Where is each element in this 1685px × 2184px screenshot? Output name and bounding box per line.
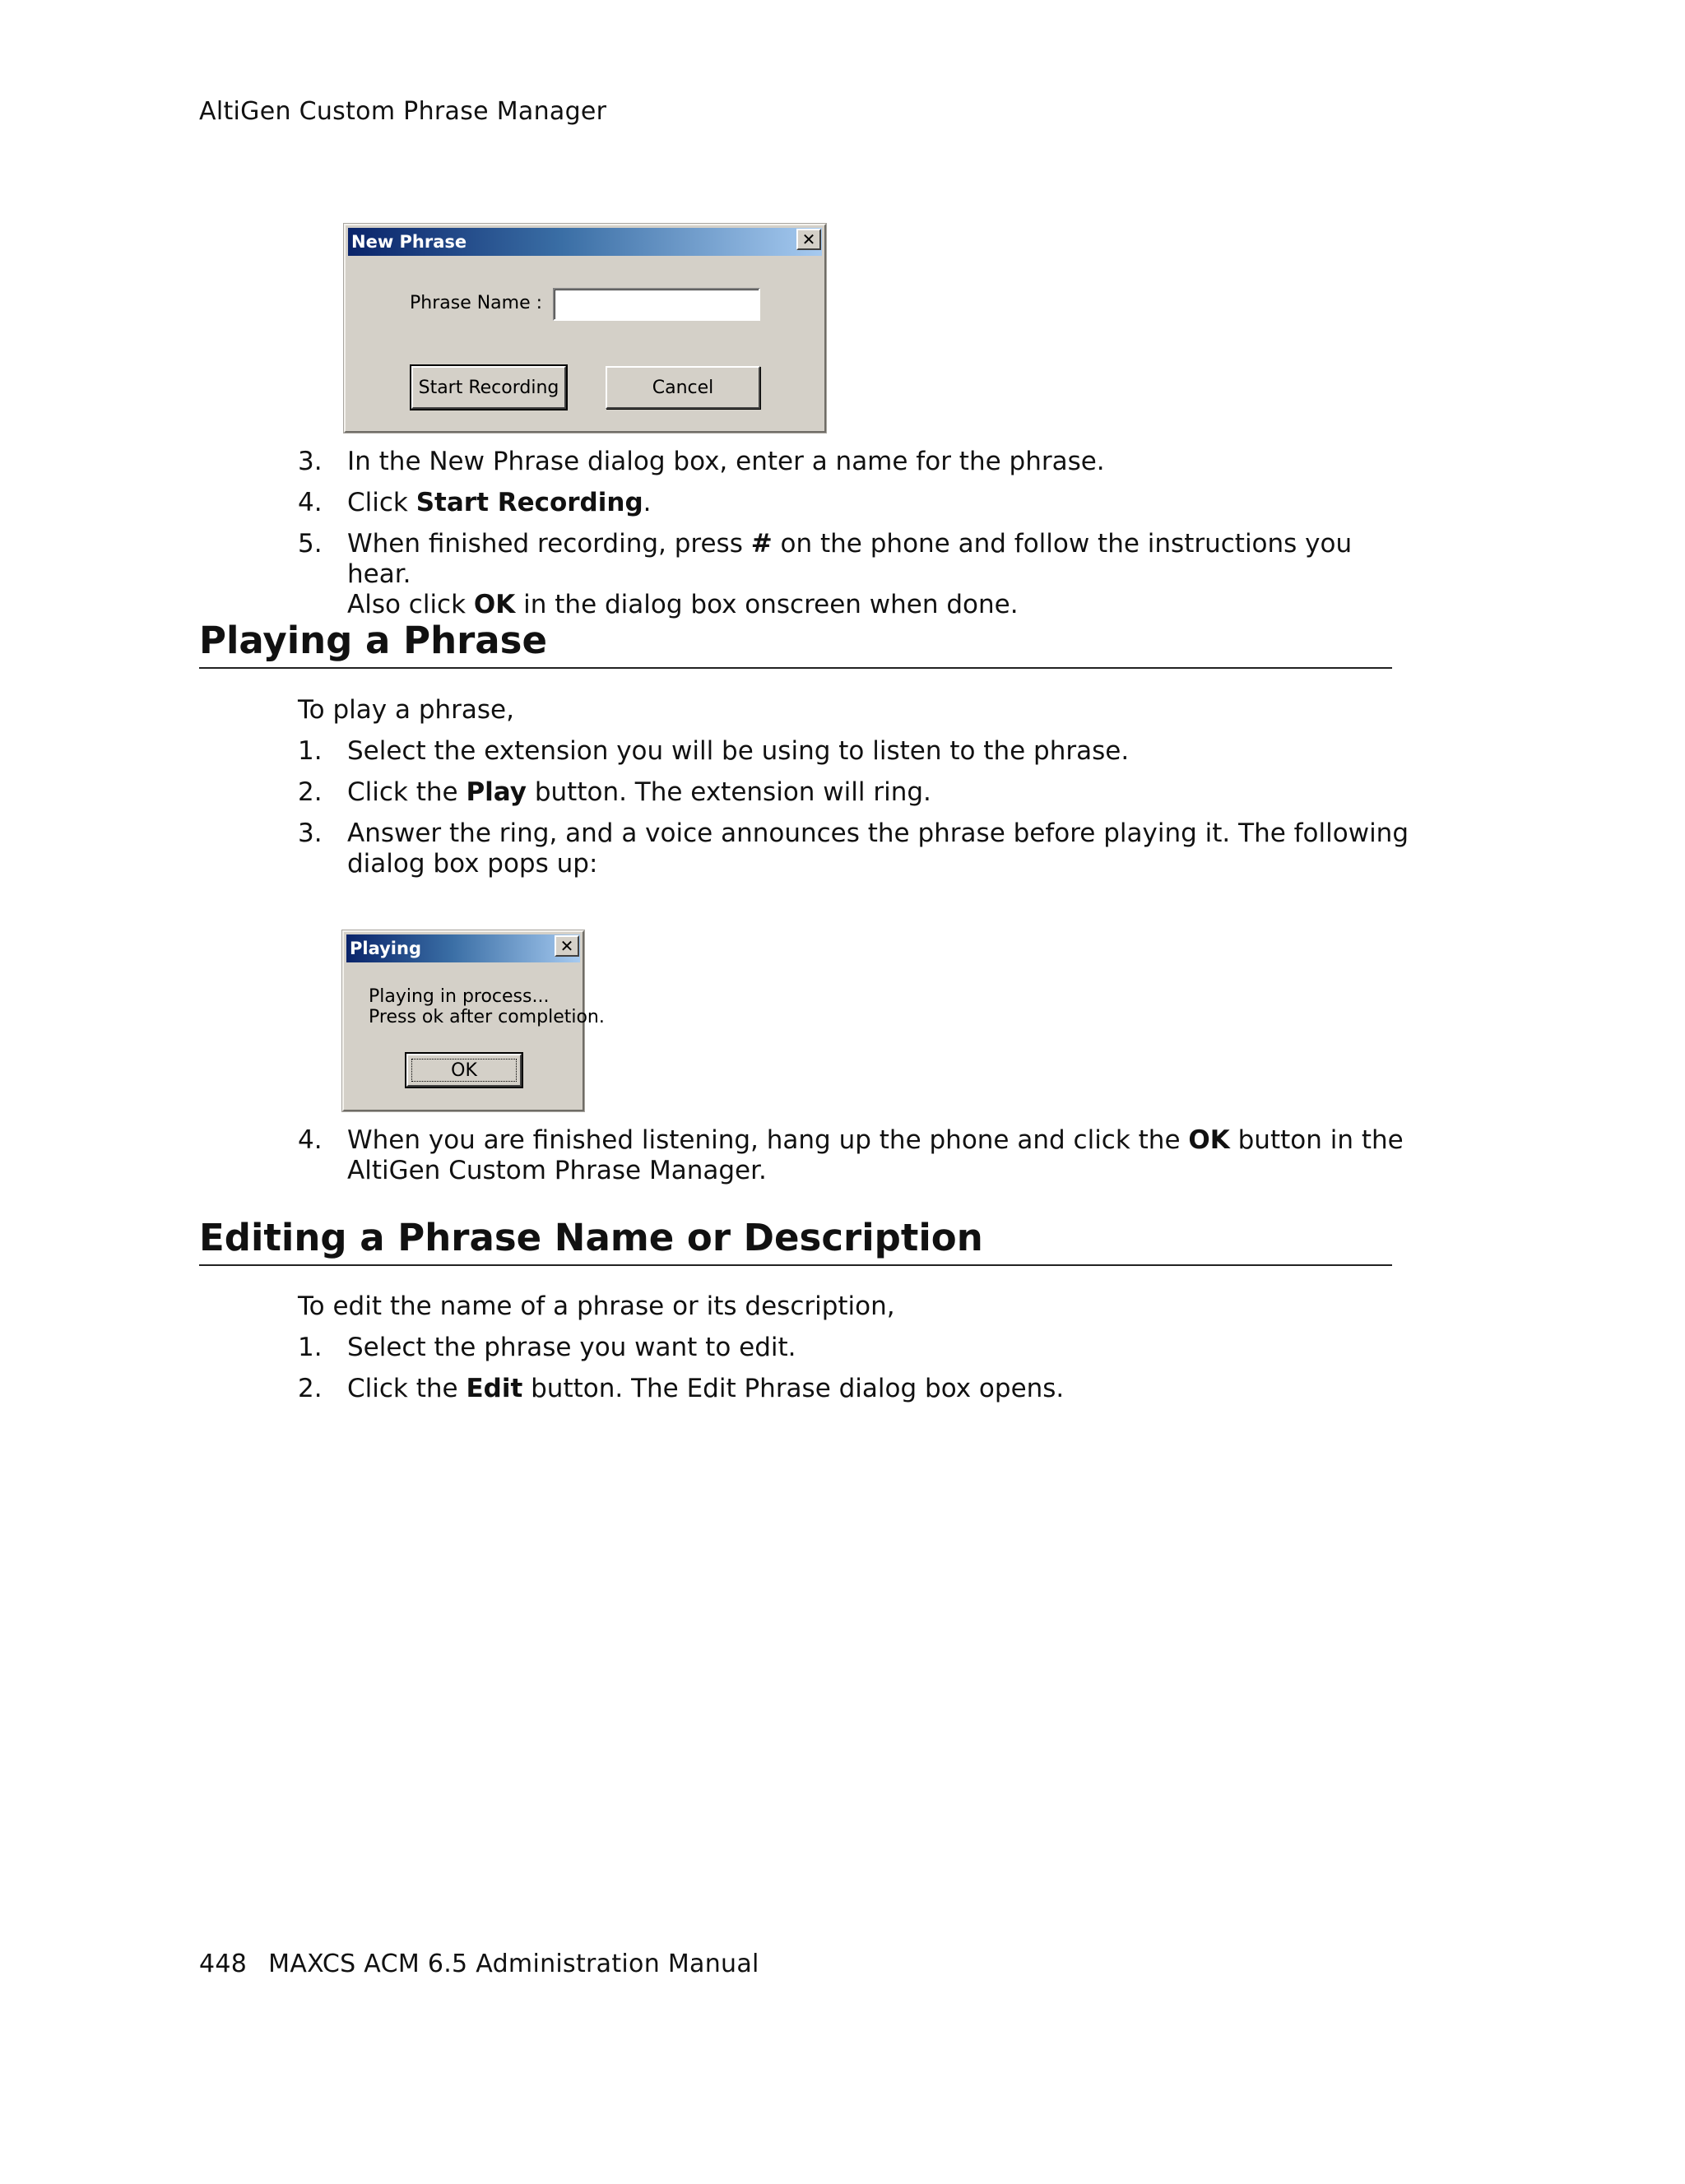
step-text: Select the phrase you want to edit. [347,1333,796,1362]
step-item [298,1374,1417,1404]
bold-term: Edit [466,1374,523,1403]
step-number: 4. [298,1125,323,1155]
page-footer [199,1950,759,1978]
step-item [298,818,1417,879]
step-number: 1. [298,736,323,766]
bold-term: # [750,529,773,559]
step-text: Click the Play button. The extension will ring. [347,777,931,807]
ok-button[interactable] [406,1054,522,1087]
step-number: 1. [298,1333,323,1362]
step-item [298,736,1417,767]
step-text: Select the extension you will be using to listen to the phrase. [347,736,1130,766]
step-text: In the New Phrase dialog box, enter a name for the phrase. [347,447,1105,476]
section-intro: To edit the name of a phrase or its description, [298,1291,895,1321]
step-number: 3. [298,818,323,848]
step-text: Click Start Recording. [347,488,652,517]
step-number: 2. [298,1374,323,1403]
step-item [298,488,1417,518]
bold-term: Start Recording [415,488,643,517]
close-icon[interactable]: ✕ [796,229,821,250]
step-text: Answer the ring, and a voice announces the phrase before playing it. The following dialog box pops up: [347,818,1409,879]
manual-title: MAXCS ACM 6.5 Administration Manual [268,1950,759,1978]
ok-button-label: OK [451,1060,477,1081]
step-text: Click the Edit button. The Edit Phrase dialog box opens. [347,1374,1065,1403]
phrase-name-label: Phrase Name : [410,293,543,313]
step-item [298,777,1417,808]
section-heading-playing: Playing a Phrase [199,619,1392,669]
phrase-name-input[interactable] [553,288,760,321]
step-item [298,1333,1417,1363]
running-header: AltiGen Custom Phrase Manager [199,97,607,126]
section-heading-editing: Editing a Phrase Name or Description [199,1216,1392,1266]
section-intro: To play a phrase, [298,695,514,725]
close-icon[interactable]: ✕ [555,935,579,957]
dialog-titlebar[interactable] [348,228,822,256]
step-text: When you are finished listening, hang up the phone and click the OK button in the AltiGen Custom Phrase Manager. [347,1125,1404,1185]
new-phrase-dialog [344,224,826,433]
cancel-button[interactable]: Cancel [606,366,760,409]
step-number: 5. [298,529,323,559]
step-item [298,529,1417,620]
step-text: When finished recording, press # on the phone and follow the instructions you hear. Also click OK in the dialog box onscreen when done. [347,529,1353,619]
playing-message-line2: Press ok after completion. [369,1007,605,1027]
step-number: 4. [298,488,323,517]
playing-message-line1: Playing in process... [369,986,550,1007]
dialog-title: New Phrase [351,232,467,252]
playing-dialog [342,930,605,1111]
start-recording-button[interactable]: Start Recording [411,366,566,409]
bold-term: Play [466,777,527,807]
step-number: 3. [298,447,323,476]
dialog-titlebar[interactable] [346,934,580,962]
bold-term: OK [473,590,516,619]
dialog-title: Playing [350,939,421,958]
step-number: 2. [298,777,323,807]
step-item [298,1125,1417,1186]
page-number: 448 [199,1950,248,1978]
bold-term: OK [1188,1125,1230,1155]
step-item [298,447,1417,477]
focus-rect [411,1059,517,1082]
